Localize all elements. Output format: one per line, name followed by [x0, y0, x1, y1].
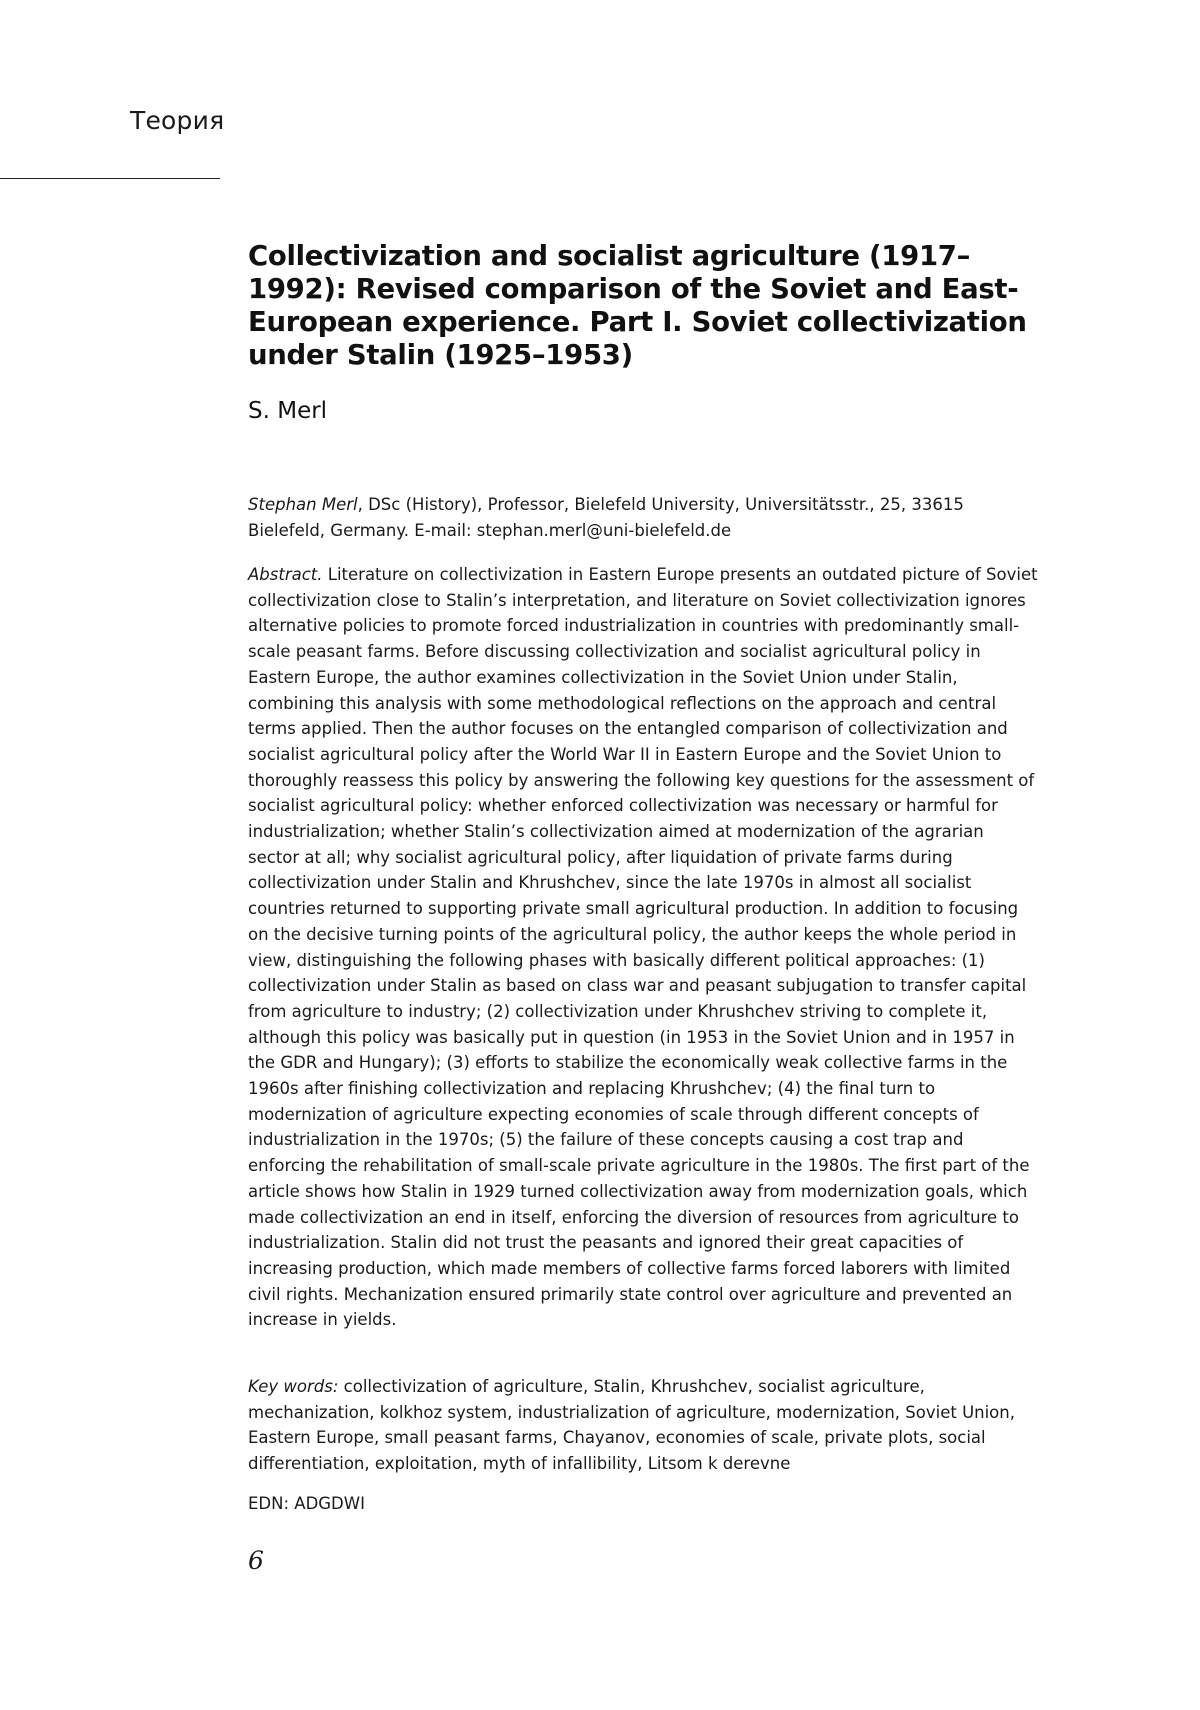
keywords	[248, 1374, 1038, 1477]
section-label: Теория	[130, 106, 224, 135]
affiliation-author-name: Stephan Merl	[248, 495, 358, 514]
keywords-text: collectivization of agriculture, Stalin, Khrushchev, socialist agriculture, mechanization, kolkhoz system, industrialization of agriculture, modernization, Soviet Union, Eastern Europe, small peasant farms, Chayanov, economies of scale, private plots, social differentiation, exploitation, myth of infallibility, Litsom k derevne	[248, 1377, 1015, 1473]
author-affiliation	[248, 492, 1038, 543]
abstract-text: Literature on collectivization in Eastern Europe presents an outdated picture of Soviet collectivization close to Stalin’s interpretation, and literature on Soviet collectivization ignores alternative policies to promote forced industrialization in countries with predominantly small-scale peasant farms. Before discussing collectivization and socialist agricultural policy in Eastern Europe, the author examines collectivization in the Soviet Union under Stalin, combining this analysis with some methodological reflections on the approach and central terms applied. Then the author focuses on the entangled comparison of collectivization and socialist agricultural policy after the World War II in Eastern Europe and the Soviet Union to thoroughly reassess this policy by answering the following key questions for the assessment of socialist agricultural policy: whether enforced collectivization was necessary or harmful for industrialization; whether Stalin’s collectivization aimed at modernization of the agrarian sector at all; why socialist agricultural policy, after liquidation of private farms during collectivization under Stalin and Khrushchev, since the late 1970s in almost all socialist countries returned to supporting private small agricultural production. In addition to focusing on the decisive turning points of the agricultural policy, the author keeps the whole period in view, distinguishing the following phases with basically different political approaches: (1) collectivization under Stalin as based on class war and peasant subjugation to transfer capital from agriculture to industry; (2) collectivization under Khrushchev striving to complete it, although this policy was basically put in question (in 1953 in the Soviet Union and in 1957 in the GDR and Hungary); (3) efforts to stabilize the economically weak collective farms in the 1960s after finishing collectivization and replacing Khrushchev; (4) the final turn to modernization of agriculture expecting economies of scale through different concepts of industrialization in the 1970s; (5) the failure of these concepts causing a cost trap and enforcing the rehabilitation of small-scale private agriculture in the 1980s. The first part of the article shows how Stalin in 1929 turned collectivization away from modernization goals, which made collectivization an end in itself, enforcing the diversion of resources from agriculture to industrialization. Stalin did not trust the peasants and ignored their great capacities of increasing production, which made members of collective farms forced laborers with limited civil rights. Mechanization ensured primarily state control over agriculture and prevented an increase in yields.	[248, 565, 1038, 1329]
keywords-label: Key words:	[248, 1377, 338, 1396]
section-divider	[0, 178, 220, 179]
article-title: Collectivization and socialist agriculture (1917–1992): Revised comparison of the Soviet and East-European experience. Part I. Soviet collectivization under Stalin (1925–1953)	[248, 240, 1038, 372]
abstract-label: Abstract.	[248, 565, 323, 584]
affiliation-details: , DSc (History), Professor, Bielefeld University, Universitätsstr., 25, 33615 Bielefeld, Germany. E-mail: stephan.merl@uni-bielefeld.de	[248, 495, 964, 540]
page-number: 6	[248, 1546, 264, 1575]
edn-code: EDN: ADGDWI	[248, 1494, 1038, 1513]
article-author: S. Merl	[248, 398, 1038, 424]
abstract	[248, 562, 1038, 1333]
